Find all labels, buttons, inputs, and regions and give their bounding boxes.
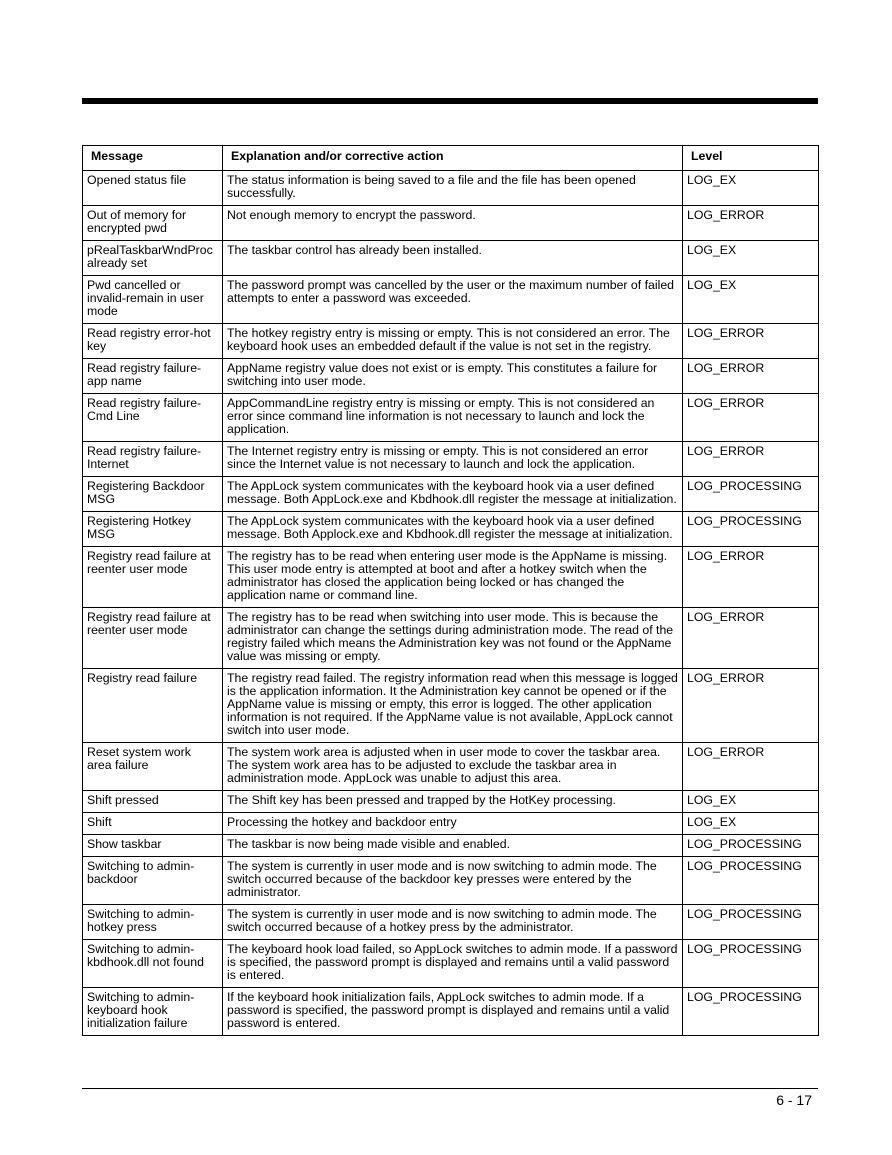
- table-row: [83, 905, 819, 940]
- level-cell: LOG_EX: [683, 241, 819, 276]
- message-cell: Switching to admin-kbdhook.dll not found: [83, 940, 223, 988]
- explanation-cell: The registry has to be read when switching into user mode. This is because the administrator can change the settings during administration mode. The read of the registry failed which means the Administration key was not found or the AppName value was missing or empty.: [223, 608, 683, 669]
- table-row: [83, 813, 819, 835]
- message-cell: Registering Hotkey MSG: [83, 512, 223, 547]
- column-header-message: Message: [83, 146, 223, 171]
- table-row: [83, 171, 819, 206]
- explanation-cell: Not enough memory to encrypt the password.: [223, 206, 683, 241]
- level-cell: LOG_ERROR: [683, 743, 819, 791]
- explanation-cell: AppCommandLine registry entry is missing or empty. This is not considered an error since command line information is not necessary to launch and lock the application.: [223, 394, 683, 442]
- table-row: [83, 835, 819, 857]
- message-cell: Reset system work area failure: [83, 743, 223, 791]
- message-cell: Switching to admin-keyboard hook initialization failure: [83, 988, 223, 1036]
- footer-rule: [82, 1088, 818, 1089]
- explanation-cell: The system is currently in user mode and is now switching to admin mode. The switch occurred because of the backdoor key presses were entered by the administrator.: [223, 857, 683, 905]
- level-cell: LOG_PROCESSING: [683, 940, 819, 988]
- table-row: [83, 477, 819, 512]
- level-cell: LOG_EX: [683, 276, 819, 324]
- explanation-cell: AppName registry value does not exist or is empty. This constitutes a failure for switching into user mode.: [223, 359, 683, 394]
- level-cell: LOG_ERROR: [683, 206, 819, 241]
- table-row: [83, 276, 819, 324]
- message-cell: Switching to admin-hotkey press: [83, 905, 223, 940]
- table-row: [83, 512, 819, 547]
- message-cell: Opened status file: [83, 171, 223, 206]
- table-body: [83, 171, 819, 1036]
- explanation-cell: The taskbar control has already been installed.: [223, 241, 683, 276]
- level-cell: LOG_EX: [683, 171, 819, 206]
- table-row: [83, 743, 819, 791]
- table-row: [83, 394, 819, 442]
- explanation-cell: The hotkey registry entry is missing or empty. This is not considered an error. The keyboard hook uses an embedded default if the value is not set in the registry.: [223, 324, 683, 359]
- level-cell: LOG_ERROR: [683, 324, 819, 359]
- level-cell: LOG_ERROR: [683, 442, 819, 477]
- message-cell: Registry read failure: [83, 669, 223, 743]
- level-cell: LOG_ERROR: [683, 669, 819, 743]
- level-cell: LOG_ERROR: [683, 394, 819, 442]
- message-cell: Read registry error-hot key: [83, 324, 223, 359]
- explanation-cell: The taskbar is now being made visible and enabled.: [223, 835, 683, 857]
- explanation-cell: The AppLock system communicates with the keyboard hook via a user defined message. Both AppLock.exe and Kbdhook.dll register the message at initialization.: [223, 477, 683, 512]
- message-cell: Show taskbar: [83, 835, 223, 857]
- level-cell: LOG_PROCESSING: [683, 512, 819, 547]
- column-header-explanation: Explanation and/or corrective action: [223, 146, 683, 171]
- message-cell: Registering Backdoor MSG: [83, 477, 223, 512]
- level-cell: LOG_PROCESSING: [683, 835, 819, 857]
- table-row: [83, 442, 819, 477]
- level-cell: LOG_ERROR: [683, 359, 819, 394]
- explanation-cell: The Internet registry entry is missing or empty. This is not considered an error since the Internet value is not necessary to launch and lock the application.: [223, 442, 683, 477]
- table-row: [83, 359, 819, 394]
- explanation-cell: The system work area is adjusted when in user mode to cover the taskbar area. The system work area has to be adjusted to exclude the taskbar area in administration mode. AppLock was unable to adjust this area.: [223, 743, 683, 791]
- table-row: [83, 669, 819, 743]
- table-row: [83, 324, 819, 359]
- message-cell: Registry read failure at reenter user mode: [83, 547, 223, 608]
- table-row: [83, 988, 819, 1036]
- message-cell: Out of memory for encrypted pwd: [83, 206, 223, 241]
- column-header-level: Level: [683, 146, 819, 171]
- table-row: [83, 940, 819, 988]
- explanation-cell: The Shift key has been pressed and trapped by the HotKey processing.: [223, 791, 683, 813]
- message-cell: Switching to admin-backdoor: [83, 857, 223, 905]
- table-row: [83, 241, 819, 276]
- explanation-cell: If the keyboard hook initialization fails, AppLock switches to admin mode. If a password is specified, the password prompt is displayed and remains until a valid password is entered.: [223, 988, 683, 1036]
- message-cell: Registry read failure at reenter user mode: [83, 608, 223, 669]
- level-cell: LOG_EX: [683, 791, 819, 813]
- explanation-cell: The password prompt was cancelled by the user or the maximum number of failed attempts to enter a password was exceeded.: [223, 276, 683, 324]
- message-cell: Shift: [83, 813, 223, 835]
- message-cell: Shift pressed: [83, 791, 223, 813]
- table-row: [83, 791, 819, 813]
- level-cell: LOG_ERROR: [683, 608, 819, 669]
- level-cell: LOG_PROCESSING: [683, 988, 819, 1036]
- message-cell: Read registry failure-Internet: [83, 442, 223, 477]
- level-cell: LOG_PROCESSING: [683, 477, 819, 512]
- page-number: 6 - 17: [776, 1092, 812, 1108]
- explanation-cell: Processing the hotkey and backdoor entry: [223, 813, 683, 835]
- explanation-cell: The keyboard hook load failed, so AppLock switches to admin mode. If a password is specified, the password prompt is displayed and remains until a valid password is entered.: [223, 940, 683, 988]
- message-cell: Read registry failure-app name: [83, 359, 223, 394]
- explanation-cell: The system is currently in user mode and is now switching to admin mode. The switch occurred because of a hotkey press by the administrator.: [223, 905, 683, 940]
- header-rule: [82, 98, 818, 104]
- table-header-row: [83, 146, 819, 171]
- explanation-cell: The status information is being saved to a file and the file has been opened successfully.: [223, 171, 683, 206]
- level-cell: LOG_PROCESSING: [683, 905, 819, 940]
- level-cell: LOG_EX: [683, 813, 819, 835]
- explanation-cell: The AppLock system communicates with the keyboard hook via a user defined message. Both Applock.exe and Kbdhook.dll register the message at initialization.: [223, 512, 683, 547]
- message-cell: Pwd cancelled or invalid-remain in user mode: [83, 276, 223, 324]
- table-row: [83, 608, 819, 669]
- level-cell: LOG_PROCESSING: [683, 857, 819, 905]
- explanation-cell: The registry has to be read when entering user mode is the AppName is missing. This user mode entry is attempted at boot and after a hotkey switch when the administrator has closed the application being locked or has changed the application name or command line.: [223, 547, 683, 608]
- level-cell: LOG_ERROR: [683, 547, 819, 608]
- explanation-cell: The registry read failed. The registry information read when this message is logged is the application information. It the Administration key cannot be opened or if the AppName value is missing or empty, this error is logged. The other application information is not required. If the AppName value is not available, AppLock cannot switch into user mode.: [223, 669, 683, 743]
- table-row: [83, 857, 819, 905]
- table-row: [83, 547, 819, 608]
- log-message-table: [82, 145, 819, 1036]
- message-cell: pRealTaskbarWndProc already set: [83, 241, 223, 276]
- message-cell: Read registry failure-Cmd Line: [83, 394, 223, 442]
- table-row: [83, 206, 819, 241]
